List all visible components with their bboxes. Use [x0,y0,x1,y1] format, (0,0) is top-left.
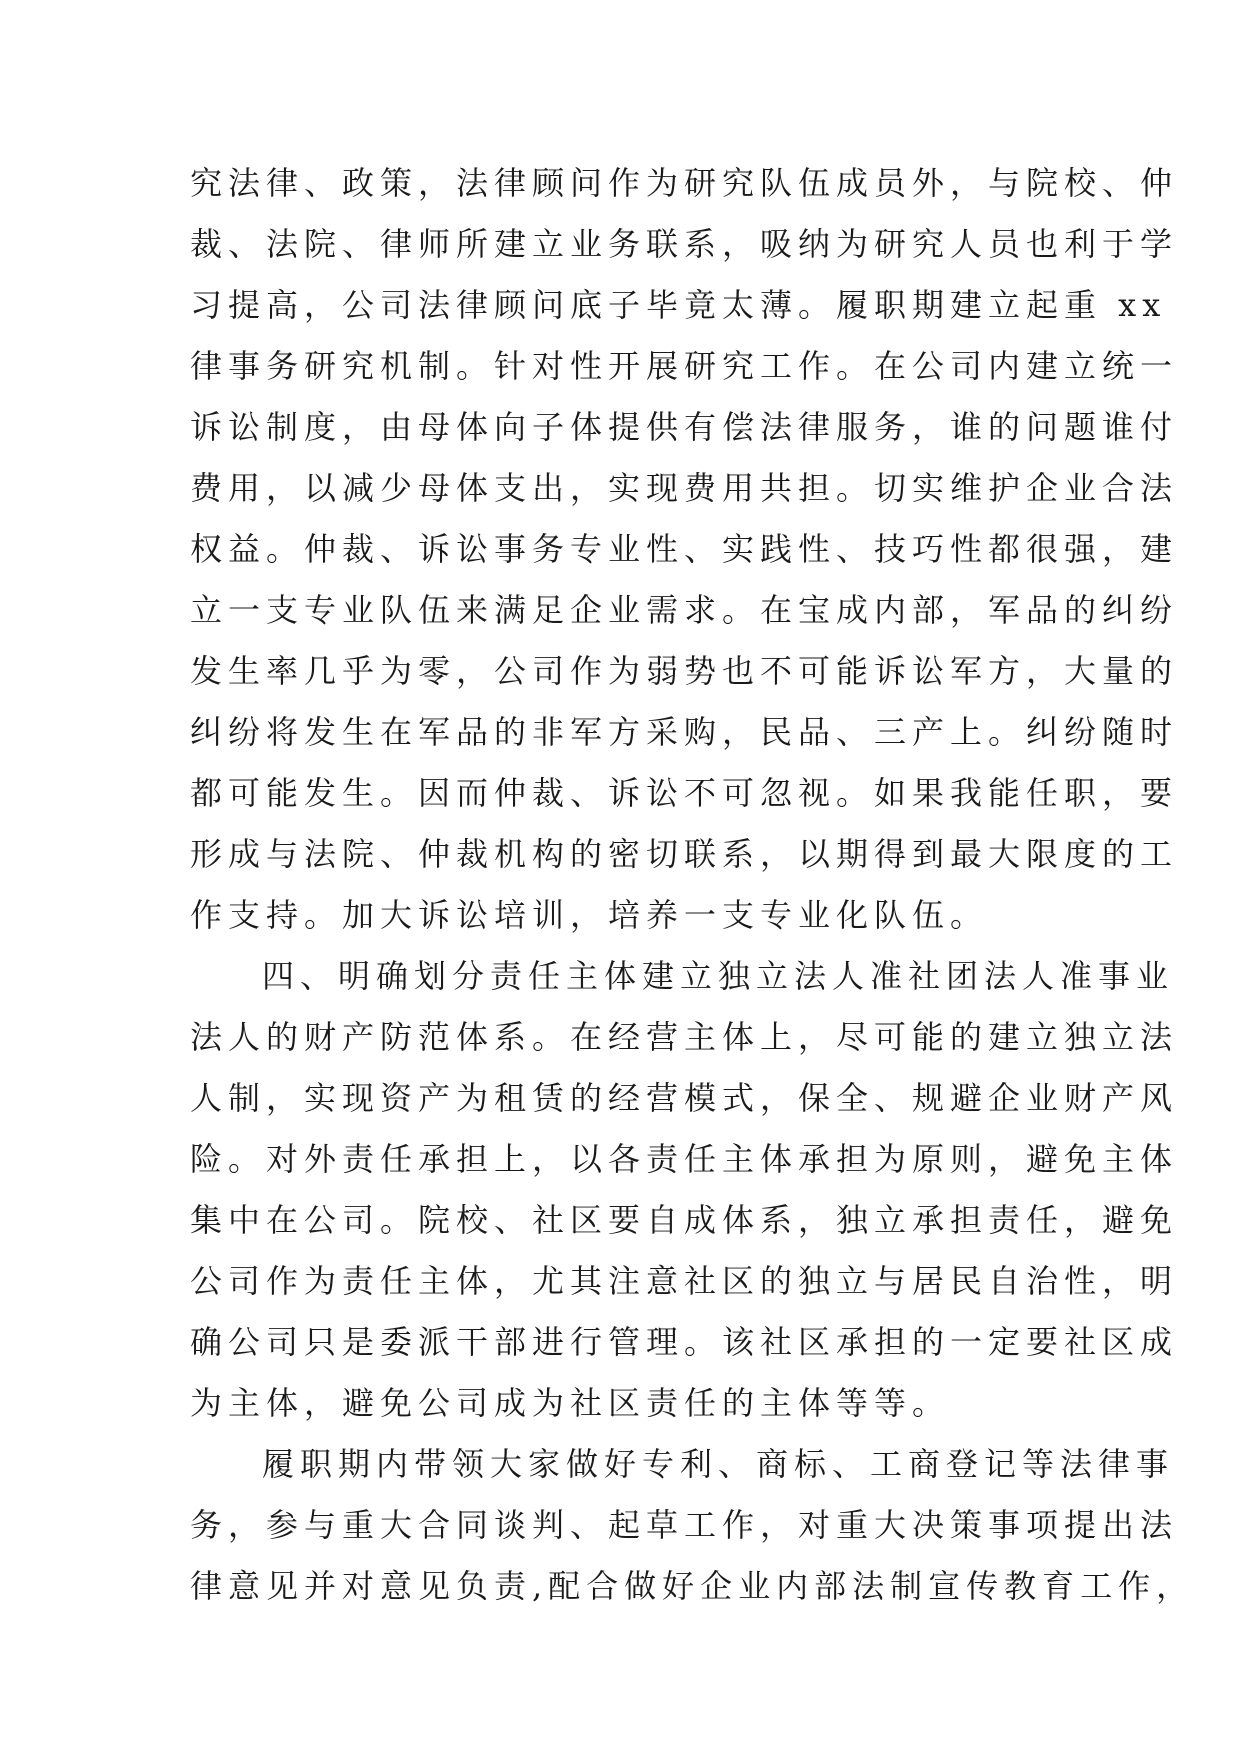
text-line: 诉讼制度，由母体向子体提供有偿法律服务，谁的问题谁付 [190,408,1179,446]
paragraph-start-line: 四、明确划分责任主体建立独立法人准社团法人准事业 [262,957,1175,995]
text-line: 都可能发生。因而仲裁、诉讼不可忽视。如果我能任职，要 [190,774,1179,812]
text-line: 律事务研究机制。针对性开展研究工作。在公司内建立统一 [190,347,1179,385]
text-line: 习提高，公司法律顾问底子毕竟太薄。履职期建立起重 xx [190,286,1167,324]
text-line: 务，参与重大合同谈判、起草工作，对重大决策事项提出法 [190,1506,1179,1544]
text-line: 为主体，避免公司成为社区责任的主体等等。 [190,1384,951,1422]
paragraph-start-line: 履职期内带领大家做好专利、商标、工商登记等法律事 [262,1445,1175,1483]
text-line: 险。对外责任承担上，以各责任主体承担为原则，避免主体 [190,1140,1179,1178]
text-line: 究法律、政策，法律顾问作为研究队伍成员外，与院校、仲 [190,164,1179,202]
text-line: 集中在公司。院校、社区要自成体系，独立承担责任，避免 [190,1201,1179,1239]
body-text [190,153,1195,1617]
text-line: 人制，实现资产为租赁的经营模式，保全、规避企业财产风 [190,1079,1179,1117]
text-line: 律意见并对意见负责,配合做好企业内部法制宣传教育工作， [190,1567,1195,1605]
text-line: 形成与法院、仲裁机构的密切联系，以期得到最大限度的工 [190,835,1179,873]
text-line: 公司作为责任主体，尤其注意社区的独立与居民自治性，明 [190,1262,1179,1300]
text-line: 法人的财产防范体系。在经营主体上，尽可能的建立独立法 [190,1018,1179,1056]
text-line: 作支持。加大诉讼培训，培养一支专业化队伍。 [190,896,989,934]
text-line: 发生率几乎为零，公司作为弱势也不可能诉讼军方，大量的 [190,652,1179,690]
text-line: 确公司只是委派干部进行管理。该社区承担的一定要社区成 [190,1323,1179,1361]
text-line: 费用，以减少母体支出，实现费用共担。切实维护企业合法 [190,469,1179,507]
text-line: 纠纷将发生在军品的非军方采购，民品、三产上。纠纷随时 [190,713,1179,751]
text-line: 权益。仲裁、诉讼事务专业性、实践性、技巧性都很强，建 [190,530,1179,568]
text-line: 裁、法院、律师所建立业务联系，吸纳为研究人员也利于学 [190,225,1179,263]
text-line: 立一支专业队伍来满足企业需求。在宝成内部，军品的纠纷 [190,591,1179,629]
